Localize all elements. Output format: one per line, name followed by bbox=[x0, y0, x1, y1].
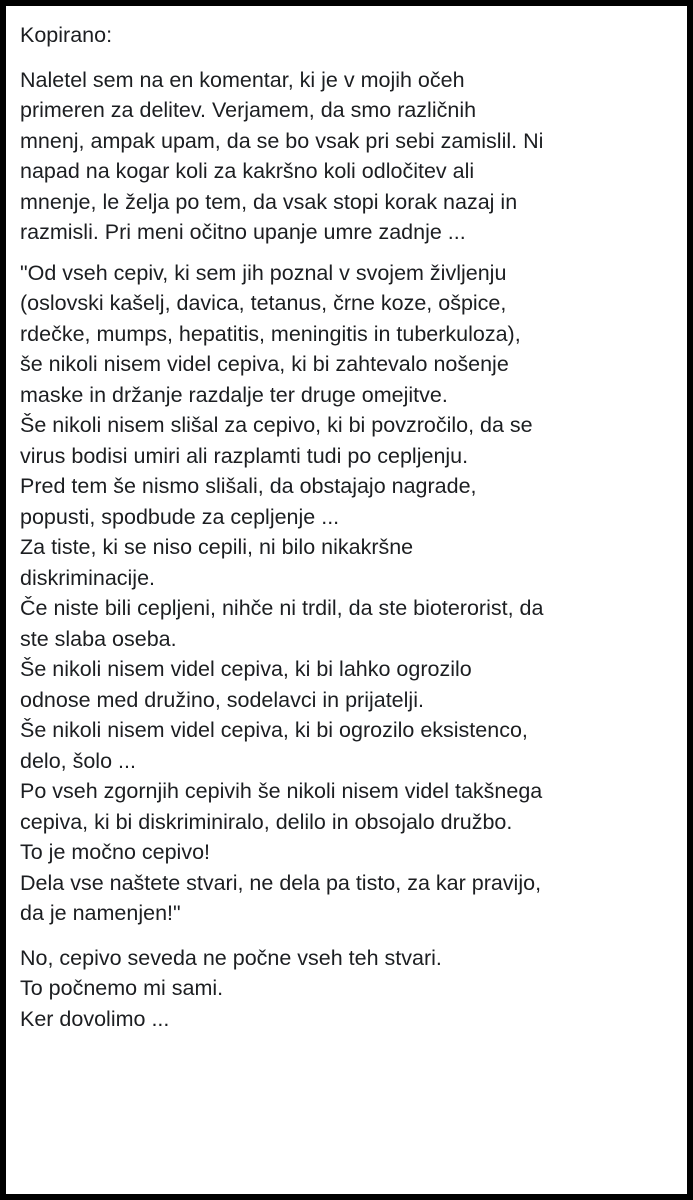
quote-line: maske in držanje razdalje ter druge omejitve. bbox=[20, 382, 448, 407]
quote-line: (oslovski kašelj, davica, tetanus, črne koze, ošpice, bbox=[20, 291, 507, 315]
quote-line: virus bodisi umiri ali razplamti tudi po cepljenju. bbox=[20, 443, 469, 468]
quote-line: še nikoli nisem videl cepiva, ki bi zahtevalo nošenje bbox=[20, 352, 509, 376]
post-label bbox=[20, 20, 673, 51]
quote-line: Še nikoli nisem slišal za cepivo, ki bi povzročilo, da se bbox=[20, 413, 533, 437]
intro-line: primeren za delitev. Verjamem, da smo različnih bbox=[20, 98, 477, 122]
quote-line: "Od vseh cepiv, ki sem jih poznal v svojem življenju bbox=[20, 260, 507, 285]
intro-line: razmisli. Pri meni očitno upanje umre zadnje ... bbox=[20, 220, 466, 244]
post-intro bbox=[20, 65, 673, 248]
closing-line: To počnemo mi sami. bbox=[20, 976, 224, 1000]
label-line: Kopirano: bbox=[20, 23, 113, 47]
post-container bbox=[6, 6, 687, 1194]
quote-line: To je močno cepivo! bbox=[20, 840, 211, 864]
quote-line: Če niste bili cepljeni, nihče ni trdil, da ste bioterorist, da bbox=[20, 596, 544, 620]
quote-line: popusti, spodbude za cepljenje ... bbox=[20, 504, 340, 529]
quote-line: Dela vse naštete stvari, ne dela pa tisto, za kar pravijo, bbox=[20, 870, 542, 895]
intro-line: mnenje, le želja po tem, da vsak stopi korak nazaj in bbox=[20, 189, 518, 214]
intro-line: mnenj, ampak upam, da se bo vsak pri sebi zamislil. Ni bbox=[20, 128, 544, 153]
quote-line: ste slaba oseba. bbox=[20, 626, 177, 651]
closing-line: Ker dovolimo ... bbox=[20, 1006, 170, 1031]
quote-line: da je namenjen!" bbox=[20, 901, 181, 925]
post-closing bbox=[20, 943, 673, 1035]
closing-line: No, cepivo seveda ne počne vseh teh stvari. bbox=[20, 945, 442, 970]
quote-line: Po vseh zgornjih cepivih še nikoli nisem videl takšnega bbox=[20, 779, 543, 803]
quote-line: Za tiste, ki se niso cepili, ni bilo nikakršne bbox=[20, 535, 414, 559]
quote-line: rdečke, mumps, hepatitis, meningitis in tuberkuloza), bbox=[20, 321, 521, 346]
intro-line: Naletel sem na en komentar, ki je v mojih očeh bbox=[20, 67, 465, 92]
quote-line: delo, šolo ... bbox=[20, 748, 136, 773]
quote-line: Še nikoli nisem videl cepiva, ki bi ogrozilo eksistenco, bbox=[20, 718, 528, 742]
quote-line: odnose med družino, sodelavci in prijatelji. bbox=[20, 687, 424, 712]
quote-line: Še nikoli nisem videl cepiva, ki bi lahko ogrozilo bbox=[20, 657, 472, 681]
quote-line: cepiva, ki bi diskriminiralo, delilo in obsojalo družbo. bbox=[20, 809, 513, 834]
quote-line: diskriminacije. bbox=[20, 565, 156, 590]
quote-line: Pred tem še nismo slišali, da obstajajo nagrade, bbox=[20, 474, 477, 498]
post-quote bbox=[20, 258, 673, 929]
intro-line: napad na kogar koli za kakršno koli odločitev ali bbox=[20, 159, 475, 183]
